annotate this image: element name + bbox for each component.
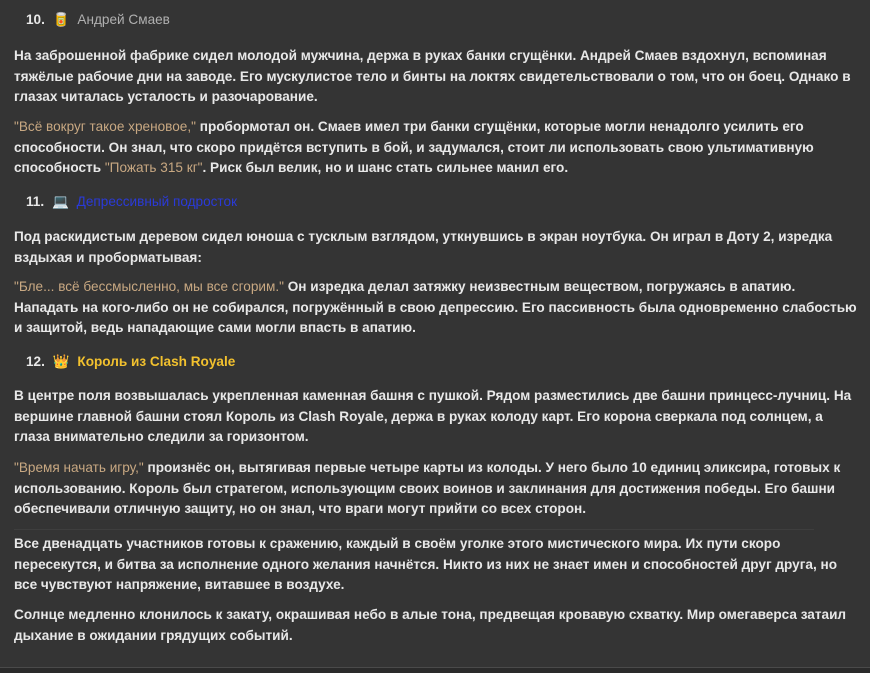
quote-text: "Время начать игру,": [14, 460, 144, 475]
paragraph: [14, 117, 862, 179]
section-title-link[interactable]: Депрессивный подросток: [76, 194, 238, 209]
section-number: 12.: [26, 354, 45, 369]
paragraph-text: Все двенадцать участников готовы к сражению, каждый в своём уголке этого мистического мира. Их пути скоро пересекутся, и битва за исполнение одного желания начнётся. Никто из них не знает имен и способностей друг друга, но все чувствуют напряжение, витавшее в воздухе.: [14, 536, 838, 592]
paragraph: [14, 277, 862, 339]
quote-text: "Всё вокруг такое хреновое,": [14, 119, 196, 134]
section-title: Андрей Смаев: [77, 12, 170, 27]
paragraph-text: Солнце медленно клонилось к закату, окрашивая небо в алые тона, предвещая кровавую схватку. Мир омегаверса затаил дыхание в ожидании грядущих событий.: [14, 607, 847, 643]
section-heading-10: [26, 10, 170, 31]
section-title: Король из Clash Royale: [77, 354, 236, 369]
paragraph-text: Он изредка делал затяжку неизвестным веществом, погружаясь в апатию. Нападать на кого-либо он не собирался, погружённый в свою депрессию. Его пассивность была одновременно слабостью и защитой, ведь нападающие сами могли впасть в апатию.: [14, 279, 857, 335]
laptop-icon: 💻: [51, 194, 69, 209]
closing-paragraph: [14, 534, 862, 596]
paragraph-text: пробормотал он. Смаев имел три банки сгущёнки, которые могли ненадолго усилить его способности. Он знал, что скоро придётся вступить в бой, и задумался, стоит ли использовать свою ультимативную способность: [14, 119, 814, 175]
paragraph-text: . Риск был велик, но и шанс стать сильнее манил его.: [202, 160, 569, 175]
quote-text: "Пожать 315 кг": [104, 160, 203, 175]
paragraph: [14, 458, 862, 520]
paragraph-text: В центре поля возвышалась укрепленная каменная башня с пушкой. Рядом разместились две башни принцесс-лучниц. На вершине главной башни стоял Король из Clash Royale, держа в руках колоду карт. Его корона сверкала под солнцем, а глаза внимательно следили за горизонтом.: [14, 388, 852, 444]
paragraph: [14, 227, 862, 268]
quote-text: "Бле... всё бессмысленно, мы все сгорим.": [14, 279, 284, 294]
can-icon: 🥫: [52, 12, 70, 27]
section-heading-11: [26, 192, 237, 213]
paragraph: [14, 386, 862, 448]
section-heading-12: [26, 352, 235, 373]
section-number: 10.: [26, 12, 45, 27]
paragraph: [14, 46, 862, 108]
crown-icon: 👑: [52, 354, 70, 369]
bottom-scroll-edge: [0, 667, 870, 673]
paragraph-text: произнёс он, вытягивая первые четыре карты из колоды. У него было 10 единиц эликсира, готовых к использованию. Король был стратегом, использующим своих воинов и заклинания для достижения победы. Его башни обеспечивали отличную защиту, но он знал, что враги могут прийти со всех сторон.: [14, 460, 841, 516]
divider: [14, 529, 814, 530]
paragraph-text: Под раскидистым деревом сидел юноша с тусклым взглядом, уткнувшись в экран ноутбука. Он играл в Доту 2, изредка вздыхая и проборматывая:: [14, 229, 833, 265]
section-number: 11.: [26, 194, 45, 209]
closing-paragraph: [14, 605, 862, 646]
paragraph-text: На заброшенной фабрике сидел молодой мужчина, держа в руках банки сгущёнки. Андрей Смаев вздохнул, вспоминая тяжёлые рабочие дни на заводе. Его мускулистое тело и бинты на локтях свидетельствовали о том, что он боец. Однако в глазах читалась усталость и разочарование.: [14, 48, 851, 104]
